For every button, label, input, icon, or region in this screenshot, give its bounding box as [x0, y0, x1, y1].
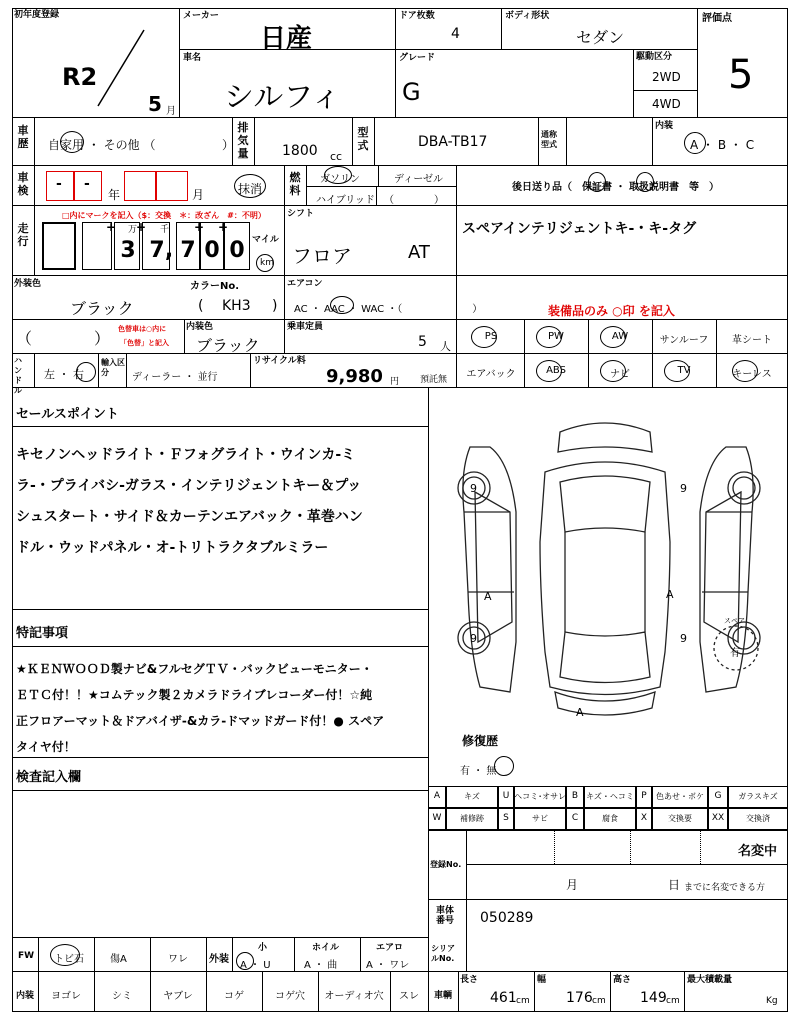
odo-digit: 7: [149, 238, 165, 263]
legend-desc: 補修跡: [460, 814, 484, 823]
displacement-value: 1800: [282, 143, 318, 159]
ac-label: エアコン: [287, 279, 323, 289]
equipment-item: キーレス: [732, 369, 772, 380]
legend-code: S: [503, 813, 509, 823]
inspection-box: [12, 758, 428, 938]
maker-label: メーカー: [183, 11, 219, 21]
int-label: 内装: [16, 991, 35, 1001]
divider: [34, 166, 35, 206]
era-value: R2: [62, 63, 98, 91]
equipment-item: PS: [484, 331, 498, 342]
interior-color-label: 内装色: [186, 322, 214, 332]
divider: [456, 166, 457, 206]
drive-cell: [634, 50, 698, 118]
height-unit: cm: [666, 996, 680, 1006]
recycle-label: リサイクル料: [253, 356, 306, 366]
plus2: +: [136, 220, 147, 234]
legend-desc: 腐食: [602, 814, 618, 823]
month-unit: 月: [166, 106, 176, 117]
divider: [12, 646, 428, 647]
tire-mark: 9: [680, 482, 687, 495]
wheel-label: ホイル: [312, 943, 340, 953]
legend-code: W: [432, 813, 442, 823]
length-unit: cm: [516, 996, 530, 1006]
dash2: -: [84, 176, 90, 192]
fw-label: FW: [18, 951, 35, 961]
repair-none-circle: [494, 756, 514, 776]
body-label: ボディ形状: [505, 11, 550, 21]
divider: [428, 972, 429, 1012]
color-change-note2: 「色替」と記入: [120, 339, 169, 347]
wheel-vals: A ・ 曲: [304, 960, 338, 971]
size-label: 車輌: [434, 991, 453, 1001]
legend-desc: 交換要: [668, 814, 692, 823]
reg-deadline: までに名変できる方: [684, 883, 766, 893]
interior-grade-label: 内装: [655, 121, 674, 131]
unit-sen: 千: [160, 225, 170, 235]
spare-value: 有: [730, 648, 740, 659]
recycle-value: 9,980: [326, 366, 383, 387]
legend-code: P: [641, 791, 647, 801]
body-value: セダン: [576, 28, 625, 47]
mileage-mark-box: [42, 222, 76, 270]
divider: [150, 938, 151, 972]
hybrid-paren: （ ）: [384, 195, 444, 206]
width-label: 幅: [537, 975, 547, 985]
paren-right: ）: [94, 329, 111, 348]
color-change-note1: 色替車は○内に: [118, 325, 167, 333]
vehicle-no: 050289: [480, 910, 534, 926]
legend-desc: キズ・ヘコミ: [586, 792, 634, 801]
width-value: 176: [566, 990, 593, 1006]
repair-label: 修復歴: [462, 734, 499, 748]
dash1: -: [56, 176, 62, 192]
notes-line: 正フロアーマット＆ドアバイザ-&カラ-ドマッドガード付！● スペア: [16, 714, 385, 728]
month-unit-insp: 月: [192, 188, 205, 202]
model-value: DBA-TB17: [418, 134, 488, 150]
divider: [378, 166, 379, 186]
odo-digit: 0: [229, 238, 245, 263]
interior-color: ブラック: [196, 336, 260, 355]
equipment-circle: [471, 326, 497, 348]
reg-month: 月: [566, 878, 579, 892]
name-change: 名変中: [738, 844, 778, 859]
diesel: ディーゼル: [394, 174, 443, 185]
fw-item: トビ石: [54, 954, 84, 965]
history-close: ）: [222, 138, 235, 152]
manual-circle: [636, 172, 654, 192]
equipment-item: 革シート: [732, 335, 772, 346]
divider: [652, 118, 653, 166]
month-value: 5: [148, 92, 162, 116]
model-label: 型式: [357, 126, 369, 152]
equipment-item: エアバック: [466, 369, 516, 380]
color-no-label: カラーNo.: [190, 281, 240, 292]
notes-line: タイヤ付！: [16, 740, 76, 754]
car-diagram: [430, 392, 786, 782]
divider: [610, 972, 611, 1012]
inspection-title: 検査記入欄: [16, 770, 82, 785]
doors-value: 4: [451, 26, 460, 42]
divider: [458, 972, 459, 1012]
mileage-label: 走行: [17, 222, 29, 248]
grade-value: G: [402, 78, 421, 106]
shift-value: フロア: [292, 244, 352, 268]
legend-desc: 交換済: [746, 814, 770, 823]
divider: [34, 206, 35, 276]
divider: [284, 206, 285, 276]
plus3: +: [194, 220, 205, 234]
interior-a-circle: [684, 132, 706, 154]
unit-man: 万: [128, 225, 138, 235]
length-label: 長さ: [460, 975, 479, 985]
exterior-color: ブラック: [70, 299, 134, 318]
score-cell: [698, 8, 788, 118]
drive-2wd: 2WD: [652, 70, 681, 84]
height-label: 高さ: [613, 975, 632, 985]
legend-desc: ヘコミ･オサレ: [514, 792, 566, 801]
legend-desc: サビ: [532, 814, 548, 823]
warranty-circle: [588, 172, 606, 192]
divider: [232, 118, 233, 166]
load-unit: Kg: [766, 996, 778, 1006]
divider: [306, 186, 456, 187]
color-no-paren-l: (: [198, 298, 204, 314]
tire-mark: 9: [470, 482, 477, 495]
equipment-item: ABS: [546, 365, 566, 376]
recycle-unit: 円: [390, 377, 400, 387]
capacity-label: 乗車定員: [287, 322, 324, 332]
load-label: 最大積載量: [687, 975, 733, 985]
interior-damage-item: コゲ穴: [275, 991, 305, 1002]
shift-type: AT: [408, 242, 430, 263]
serial-label: シリアルNo.: [431, 944, 455, 963]
divider: [630, 830, 631, 864]
hybrid: ハイブリッド: [316, 195, 375, 206]
odo-digit: 0: [204, 238, 220, 263]
spare-label: スペア: [724, 617, 745, 625]
divider: [566, 118, 567, 166]
displacement-unit: cc: [330, 150, 343, 163]
divider: [294, 938, 295, 972]
divider: [466, 938, 467, 972]
small-a-circle: [236, 952, 254, 970]
aero-vals: A ・ ワレ: [366, 960, 410, 971]
divider: [12, 426, 428, 427]
interior-damage-item: ヤブレ: [163, 991, 193, 1002]
car-name-value: シルフィ: [224, 80, 341, 115]
divider: [700, 830, 701, 864]
sales-title: セールスポイント: [16, 407, 119, 422]
grade-label: グレード: [399, 53, 436, 63]
divider: [184, 320, 185, 354]
grade-cell: [396, 50, 634, 118]
repair-value: 有 ・ 無: [460, 766, 497, 777]
registration-label: 登録No.: [430, 860, 462, 869]
mile-label: マイル: [252, 235, 279, 245]
feature-note: スペアインテリジェントキ-・キ-タグ: [462, 221, 697, 237]
common-model-label: 通称型式: [541, 130, 557, 149]
divider: [466, 830, 467, 900]
handle-label: ハンドル: [14, 356, 22, 395]
slash-line: [92, 28, 152, 108]
divider: [466, 900, 467, 938]
notes-title: 特記事項: [16, 626, 69, 641]
divider: [456, 206, 457, 276]
ext-label: 外装: [209, 954, 229, 965]
equipment-item: TV: [677, 365, 691, 376]
fw-item: ワレ: [168, 954, 188, 965]
history-value: 自家用 ・ その他 （: [48, 138, 156, 152]
equipment-circle: [600, 326, 626, 348]
year-unit: 年: [108, 188, 121, 202]
sales-line: ドル・ウッドパネル・オ-トリトラクタブルミラー: [16, 540, 329, 556]
divider: [254, 118, 255, 166]
equipment-item: サンルーフ: [659, 335, 709, 346]
drive-label: 駆動区分: [636, 52, 673, 62]
divider: [684, 972, 685, 1012]
gasoline: ガソリン: [320, 174, 360, 185]
divider: [554, 830, 555, 864]
documents: 後日送り品（ 保証書 ・ 取扱説明書 等 ）: [512, 182, 719, 193]
sales-line: シュスタート・サイド＆カーテンエアバック・革巻ハン: [16, 509, 363, 525]
maker-value: 日産: [260, 24, 313, 54]
handle-value: 左 ・ 右: [44, 368, 84, 381]
car-name-label: 車名: [183, 53, 202, 63]
shift-label: シフト: [287, 209, 315, 219]
vehicle-no-label: 車体番号: [436, 906, 455, 926]
divider: [374, 118, 375, 166]
small-vals: A ・ U: [240, 960, 271, 971]
doors-label: ドア枚数: [399, 11, 435, 21]
equipment-item: ナビ: [610, 369, 630, 380]
divider: [98, 354, 99, 388]
divider: [466, 864, 788, 865]
interior-damage-item: シミ: [112, 991, 132, 1002]
plus4: +: [218, 220, 229, 234]
divider: [360, 938, 361, 972]
ac-value: AC ・ AAC ・ WAC ・（ ）: [294, 304, 483, 315]
import-label: 輸入区分: [101, 358, 125, 377]
legend-code: A: [433, 791, 441, 801]
color-no: KH3: [222, 298, 251, 314]
legend-code: G: [714, 791, 722, 801]
notes-line: ＥＴＣ付！！★コムテック製２カメラドライブレコーダー付！☆純: [16, 688, 373, 702]
tire-mark: 9: [470, 632, 477, 645]
odo-digit: 3: [120, 238, 136, 263]
divider: [126, 354, 127, 388]
capacity: 5: [418, 334, 427, 350]
row7: [12, 354, 788, 388]
reg-day: 日: [668, 878, 681, 892]
score-value: 5: [728, 52, 754, 98]
km-circle: [256, 254, 274, 272]
dent-mark: A: [666, 588, 674, 601]
handle-right-circle: [76, 362, 96, 382]
sales-line: キセノンヘッドライト・Ｆフォグライト・ウインカ-ミ: [16, 447, 356, 463]
legend-desc: 色あせ・ボケ: [656, 792, 704, 801]
width-unit: cm: [592, 996, 606, 1006]
plus1: +: [106, 220, 117, 234]
gasoline-circle: [324, 166, 352, 184]
divider: [284, 166, 285, 206]
length-value: 461: [490, 990, 517, 1006]
score-label: 評価点: [702, 13, 732, 24]
divider: [38, 938, 39, 972]
exterior-color-label: 外装色: [14, 279, 42, 289]
divider: [12, 790, 428, 791]
legend-code: XX: [711, 813, 725, 823]
dent-mark: A: [484, 590, 492, 603]
odo-digit: 7: [180, 238, 196, 263]
aero-label: エアロ: [376, 943, 404, 953]
divider: [376, 186, 377, 206]
history-label: 車歴: [17, 124, 29, 150]
notes-box: [12, 610, 428, 758]
divider: [34, 354, 35, 388]
small-label: 小: [258, 943, 268, 953]
legend-code: C: [571, 813, 579, 823]
odo-digit: ,: [164, 238, 174, 263]
divider: [232, 938, 233, 972]
displacement-label: 排気量: [237, 121, 249, 160]
deposit: 預託無: [420, 375, 448, 385]
maker-cell: [180, 8, 396, 54]
dent-mark: A: [576, 706, 584, 719]
import-value: ディーラー ・ 並行: [132, 372, 218, 383]
divider: [250, 354, 251, 388]
private-use-circle: [60, 131, 84, 153]
interior-damage-item: コゲ: [224, 991, 244, 1002]
km-label: km: [260, 258, 274, 268]
divider: [352, 118, 353, 166]
fw-item: 傷A: [110, 954, 127, 965]
legend-code: B: [571, 791, 579, 801]
equipment-item: AW: [611, 331, 629, 342]
divider: [428, 938, 429, 972]
erase-circle: [234, 174, 266, 198]
interior-damage-item: ヨゴレ: [51, 991, 81, 1002]
paren-left: （: [16, 329, 33, 348]
first-reg-label: 初年度登録: [14, 10, 60, 20]
divider: [538, 118, 539, 166]
interior-grade-value: A ・ B ・ C: [690, 138, 755, 152]
divider: [206, 938, 207, 972]
fuel-label: 燃料: [289, 171, 301, 197]
capacity-unit: 人: [440, 340, 451, 353]
legend-code: X: [640, 813, 648, 823]
notes-line: ★ＫＥＮＷＯＯＤ製ナビ&フルセグＴＶ・バックビューモニター・: [16, 662, 373, 676]
chip-circle: [50, 944, 80, 966]
divider: [534, 972, 535, 1012]
doors-cell: [396, 8, 502, 50]
legend-desc: ガラスキズ: [738, 792, 778, 801]
aac-circle: [330, 296, 354, 314]
mark-note: □内にマークを記入（$：交換 ＊：改ざん #：不明）: [62, 211, 266, 220]
interior-damage-item: スレ: [399, 991, 419, 1002]
sales-line: ラ-・プライバシ-ガラス・インテリジェントキー＆プッ: [16, 478, 362, 494]
drive-divider: [634, 90, 698, 91]
equipment-header: 装備品のみ ○印 を記入: [548, 304, 675, 318]
car-name-cell: [180, 50, 396, 118]
equipment-item: PW: [548, 331, 564, 342]
height-value: 149: [640, 990, 667, 1006]
divider: [284, 276, 285, 320]
legend-desc: キズ: [464, 792, 480, 801]
drive-4wd: 4WD: [652, 97, 681, 111]
inspection-label: 車検: [17, 171, 29, 197]
divider: [94, 938, 95, 972]
body-cell: [502, 8, 698, 50]
divider: [34, 118, 35, 166]
first-reg-cell: [12, 8, 180, 118]
divider: [284, 320, 285, 354]
interior-damage-item: オーディオ穴: [324, 991, 384, 1002]
erase-value: 抹消: [238, 182, 263, 196]
legend-code: U: [502, 791, 510, 801]
tire-mark: 9: [680, 632, 687, 645]
equipment-circle: [536, 326, 562, 348]
color-no-paren-r: ): [272, 298, 278, 314]
